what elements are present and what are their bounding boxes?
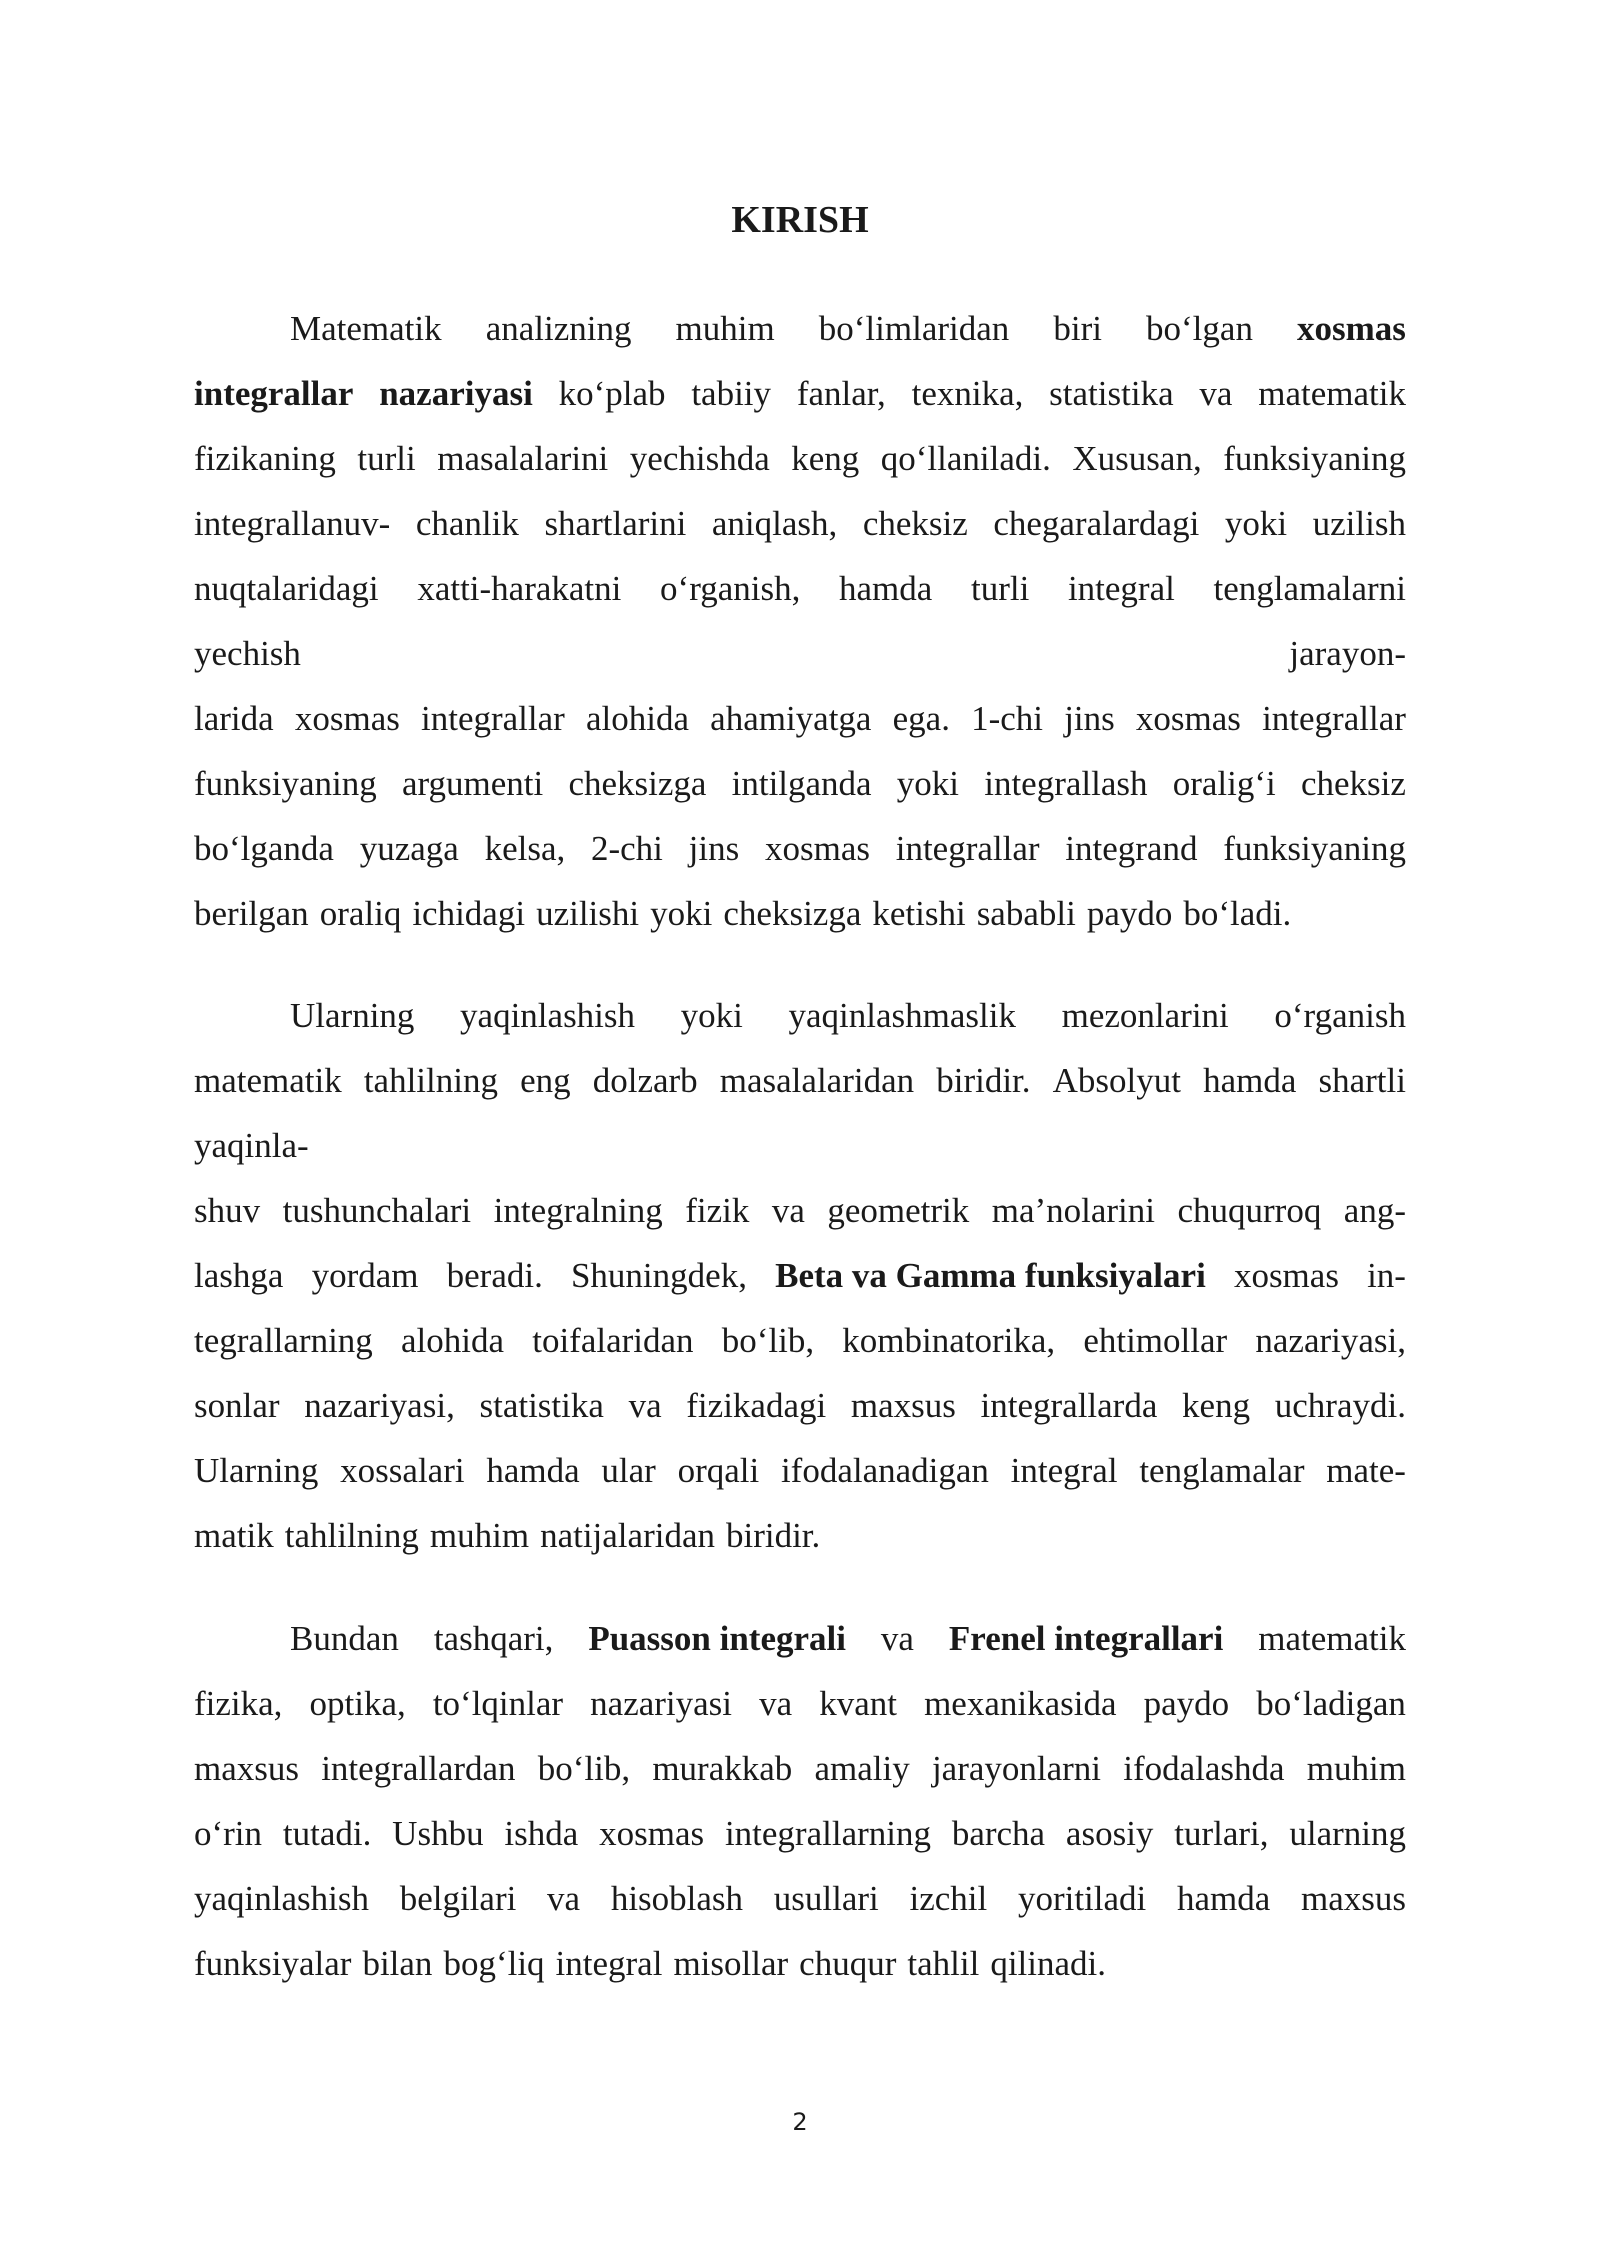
text-line: [194, 565, 1406, 613]
word: muhim: [429, 1516, 530, 1555]
word: maxsus: [1300, 1879, 1406, 1918]
text-line: [194, 1875, 1406, 1923]
word: ang-: [1343, 1191, 1406, 1230]
word: bo‘lib,: [537, 1749, 631, 1788]
word: cheksiz: [1300, 764, 1406, 803]
word: xosmas: [599, 1814, 705, 1853]
word: izchil: [909, 1879, 988, 1918]
word: va: [628, 1386, 662, 1425]
word: yoki: [650, 894, 713, 933]
word: chegaralardagi: [993, 504, 1200, 543]
word: uchraydi.: [1274, 1386, 1406, 1425]
text-line: [194, 1317, 1406, 1365]
word: tabiiy: [691, 374, 772, 413]
word: xosmas: [764, 829, 870, 868]
word: xosmas: [1135, 699, 1241, 738]
word: alohida: [585, 699, 689, 738]
word: integrallar: [194, 374, 354, 413]
word: va: [547, 1879, 581, 1918]
text-line: [194, 695, 1406, 743]
word: integralning: [493, 1191, 663, 1230]
word: nuqtalaridagi: [194, 569, 379, 608]
word: Ularning: [290, 996, 415, 1035]
word: chanlik: [415, 504, 519, 543]
word: Bundan: [290, 1619, 399, 1658]
word: funksiyaning: [194, 764, 377, 803]
word: nazariyasi: [590, 1684, 733, 1723]
word: biri: [1053, 309, 1102, 348]
word: geometrik: [827, 1191, 970, 1230]
word: xossalari: [340, 1451, 465, 1490]
text-line: [194, 630, 1406, 678]
word: xosmas: [1233, 1256, 1339, 1295]
word: integrallar: [1262, 699, 1406, 738]
page-number: 2: [792, 2108, 808, 2136]
word: asosiy: [1065, 1814, 1154, 1853]
word: tahlilning: [284, 1516, 419, 1555]
word: Beta va Gamma funksiyalari: [775, 1256, 1206, 1295]
word: usullari: [773, 1879, 879, 1918]
word: tegrallarning: [194, 1321, 373, 1360]
word: ehtimollar: [1083, 1321, 1228, 1360]
word: ko‘plab: [558, 374, 666, 413]
word: yoki: [896, 764, 960, 803]
word: maxsus: [194, 1749, 299, 1788]
word: larida: [194, 699, 274, 738]
word: intilganda: [731, 764, 872, 803]
text-line: [290, 1615, 1406, 1663]
word: ifodalanadigan: [780, 1451, 989, 1490]
word: jarayonlarni: [931, 1749, 1102, 1788]
word: ular: [601, 1451, 656, 1490]
word: ishda: [504, 1814, 579, 1853]
text-line: [194, 1680, 1406, 1728]
word: Xususan,: [1072, 439, 1202, 478]
word: shartli: [1318, 1061, 1406, 1100]
word: Absolyut: [1052, 1061, 1181, 1100]
word: cheksiz: [862, 504, 968, 543]
word: nazariyasi,: [304, 1386, 455, 1425]
word: Frenel integrallari: [948, 1619, 1224, 1658]
word: turlari,: [1174, 1814, 1269, 1853]
word: tashqari,: [433, 1619, 554, 1658]
word: o‘rganish,: [660, 569, 801, 608]
word: texnika,: [911, 374, 1024, 413]
word: shuv: [194, 1191, 261, 1230]
word: integral: [1010, 1451, 1118, 1490]
word: biridir.: [936, 1061, 1031, 1100]
word: mate-: [1326, 1451, 1406, 1490]
word: masalalaridan: [719, 1061, 915, 1100]
word: lashga: [194, 1256, 284, 1295]
word: ketishi: [872, 894, 966, 933]
word: xosmas: [294, 699, 400, 738]
text-line: [194, 1122, 1406, 1170]
word: ichidagi: [412, 894, 526, 933]
word: kombinatorika,: [842, 1321, 1056, 1360]
word: Ushbu: [392, 1814, 484, 1853]
word: muhim: [1306, 1749, 1406, 1788]
word: tushunchalari: [282, 1191, 472, 1230]
word: Matematik: [290, 309, 442, 348]
word: bo‘ladi.: [1183, 894, 1292, 933]
text-line: [194, 435, 1406, 483]
word: ahamiyatga: [710, 699, 872, 738]
word: maxsus: [850, 1386, 956, 1425]
word: xatti-harakatni: [417, 569, 622, 608]
word: xosmas: [1297, 309, 1406, 348]
text-line: [194, 1382, 1406, 1430]
word: yoritiladi: [1017, 1879, 1147, 1918]
word: turli: [357, 439, 416, 478]
word: integrallardan: [321, 1749, 516, 1788]
word: bilan: [362, 1944, 433, 1983]
word: bo‘lgan: [1146, 309, 1253, 348]
word: Shuningdek,: [570, 1256, 747, 1295]
word: integrand: [1065, 829, 1198, 868]
word: Ularning: [194, 1451, 319, 1490]
word: belgilari: [399, 1879, 517, 1918]
word: integrallarning: [724, 1814, 931, 1853]
word: yoki: [680, 996, 743, 1035]
word: funksiyalar: [194, 1944, 352, 1983]
word: berilgan: [194, 894, 309, 933]
word: amaliy: [814, 1749, 910, 1788]
word: tahlilning: [363, 1061, 498, 1100]
word: kelsa,: [484, 829, 566, 868]
text-line: [290, 992, 1406, 1040]
word: funksiyaning: [1223, 439, 1406, 478]
word: o‘rin: [194, 1814, 263, 1853]
text-line: [194, 760, 1406, 808]
word: hamda: [486, 1451, 580, 1490]
text-line: [194, 1940, 1406, 1988]
word: yaqinlashish: [460, 996, 636, 1035]
word: optika,: [309, 1684, 406, 1723]
word: oraliq: [319, 894, 402, 933]
word: aniqlash,: [711, 504, 838, 543]
word: statistika: [479, 1386, 604, 1425]
word: bo‘limlaridan: [818, 309, 1010, 348]
word: keng: [1182, 1386, 1251, 1425]
word: tahlil: [907, 1944, 980, 1983]
word: hamda: [1176, 1879, 1271, 1918]
word: matematik: [1258, 1619, 1406, 1658]
word: beradi.: [446, 1256, 543, 1295]
word: yechishda: [629, 439, 770, 478]
text-line: [194, 1447, 1406, 1495]
word: mexanikasida: [924, 1684, 1117, 1723]
word: masalalarini: [437, 439, 609, 478]
word: funksiyaning: [1223, 829, 1406, 868]
word: keng: [791, 439, 860, 478]
word: nazariyasi: [379, 374, 533, 413]
word: yechish: [194, 634, 301, 673]
word: yoki: [1224, 504, 1288, 543]
word: qo‘llaniladi.: [880, 439, 1051, 478]
text-line: [194, 500, 1406, 548]
word: bo‘lib,: [721, 1321, 815, 1360]
word: uzilish: [1312, 504, 1406, 543]
word: Puasson integrali: [588, 1619, 846, 1658]
text-line: [194, 1512, 1406, 1560]
word: misollar: [673, 1944, 789, 1983]
word: cheksizga: [568, 764, 707, 803]
word: ularning: [1289, 1814, 1406, 1853]
word: hisoblash: [610, 1879, 744, 1918]
text-line: [194, 825, 1406, 873]
word: ega.: [892, 699, 950, 738]
word: paydo: [1143, 1684, 1230, 1723]
word: paydo: [1086, 894, 1173, 933]
word: integrallash: [984, 764, 1148, 803]
word: integrallar: [895, 829, 1040, 868]
word: murakkab: [652, 1749, 793, 1788]
word: turli: [970, 569, 1030, 608]
word: nazariyasi,: [1255, 1321, 1406, 1360]
word: tutadi.: [282, 1814, 372, 1853]
word: o‘rganish: [1274, 996, 1406, 1035]
word: va: [771, 1191, 805, 1230]
word: tenglamalarni: [1213, 569, 1406, 608]
word: sonlar: [194, 1386, 280, 1425]
word: chuqur: [799, 1944, 897, 1983]
word: yuzaga: [359, 829, 459, 868]
word: va: [880, 1619, 914, 1658]
word: chuqurroq: [1177, 1191, 1322, 1230]
text-line: [194, 1745, 1406, 1793]
word: alohida: [401, 1321, 505, 1360]
word: muhim: [675, 309, 775, 348]
word: fanlar,: [796, 374, 886, 413]
word: va: [1199, 374, 1233, 413]
word: uzilishi: [536, 894, 640, 933]
word: yaqinlashish: [194, 1879, 369, 1918]
word: toifalaridan: [532, 1321, 694, 1360]
text-line: [290, 305, 1406, 353]
text-line: [194, 890, 1406, 938]
word: 1-chi: [971, 699, 1044, 738]
word: 2-chi: [590, 829, 663, 868]
page-title: KIRISH: [731, 199, 869, 241]
word: sababli: [976, 894, 1076, 933]
word: bo‘ladigan: [1256, 1684, 1406, 1723]
word: bo‘lganda: [194, 829, 334, 868]
word: matematik: [194, 1061, 342, 1100]
text-line: [194, 1187, 1406, 1235]
text-line: [194, 1252, 1406, 1300]
word: eng: [520, 1061, 571, 1100]
word: kvant: [819, 1684, 897, 1723]
word: jarayon-: [1289, 634, 1406, 673]
word: hamda: [1203, 1061, 1297, 1100]
word: in-: [1367, 1256, 1406, 1295]
word: to‘lqinlar: [432, 1684, 564, 1723]
word: natijalaridan: [540, 1516, 715, 1555]
word: bog‘liq: [443, 1944, 545, 1983]
word: dolzarb: [592, 1061, 698, 1100]
word: mezonlarini: [1061, 996, 1229, 1035]
word: ma’nolarini: [991, 1191, 1155, 1230]
word: barcha: [951, 1814, 1046, 1853]
word: hamda: [839, 569, 933, 608]
word: matematik: [1258, 374, 1406, 413]
text-line: [194, 1810, 1406, 1858]
word: yaqinla-: [194, 1126, 309, 1165]
word: integrallarda: [980, 1386, 1158, 1425]
word: argumenti: [401, 764, 544, 803]
text-line: [194, 1057, 1406, 1105]
word: qilinadi.: [990, 1944, 1106, 1983]
text-line: [194, 370, 1406, 418]
word: integral: [1067, 569, 1175, 608]
word: analizning: [485, 309, 632, 348]
word: fizikadagi: [686, 1386, 827, 1425]
word: oralig‘i: [1172, 764, 1276, 803]
word: fizik: [685, 1191, 750, 1230]
word: ifodalashda: [1123, 1749, 1285, 1788]
word: tenglamalar: [1139, 1451, 1305, 1490]
word: fizikaning: [194, 439, 336, 478]
word: integral: [555, 1944, 663, 1983]
word: fizika,: [194, 1684, 283, 1723]
word: jins: [1064, 699, 1115, 738]
word: va: [759, 1684, 793, 1723]
word: integrallar: [421, 699, 565, 738]
word: yaqinlashmaslik: [788, 996, 1016, 1035]
word: jins: [688, 829, 740, 868]
word: matik: [194, 1516, 274, 1555]
word: orqali: [677, 1451, 760, 1490]
word: integrallanuv-: [194, 504, 391, 543]
word: statistika: [1049, 374, 1174, 413]
word: biridir.: [725, 1516, 821, 1555]
word: shartlarini: [544, 504, 687, 543]
word: yordam: [311, 1256, 419, 1295]
word: cheksizga: [723, 894, 862, 933]
